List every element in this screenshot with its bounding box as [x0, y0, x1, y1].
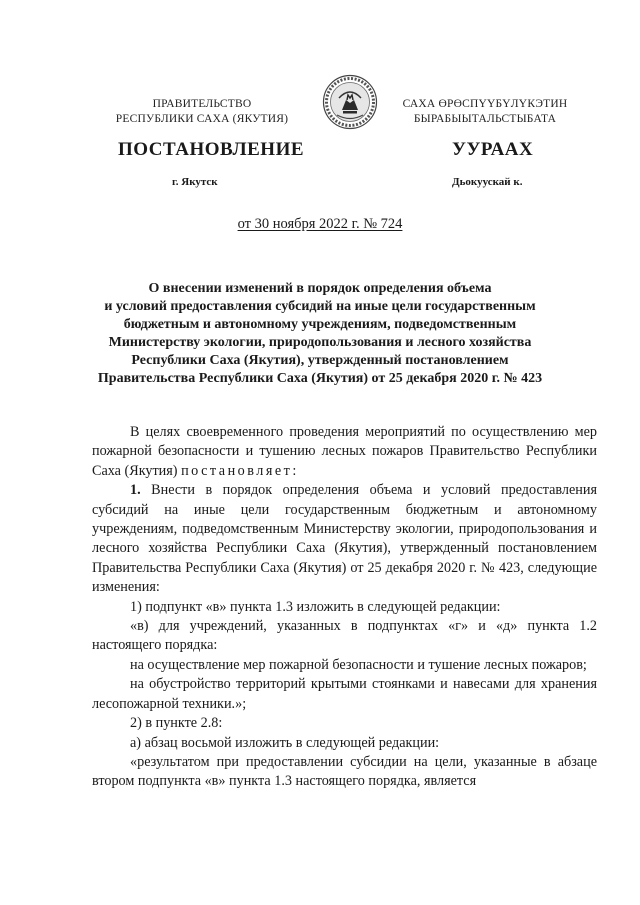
issuer-ru [112, 97, 292, 127]
quote-fire-paragraph: на осуществление мер пожарной безопасности и тушение лесных пожаров; [130, 656, 587, 673]
title-line: и условий предоставления субсидий на иные цели государственным [104, 299, 536, 314]
resolves-word: постановляет: [181, 462, 299, 479]
sakha-coat-of-arms-icon [322, 72, 378, 132]
quote-parking-paragraph: на обустройство территорий крытыми стоянками и навесами для хранения лесопожарной техники.»; [92, 676, 597, 712]
city-sah: Дьокуускай к. [452, 176, 523, 188]
intro-paragraph [92, 423, 597, 481]
title-line: Правительства Республики Саха (Якутия) от 25 декабря 2020 г. № 423 [97, 371, 543, 386]
document-body [92, 423, 597, 792]
sub-2a-paragraph: а) абзац восьмой изложить в следующей редакции: [130, 734, 440, 751]
title-line: О внесении изменений в порядок определения объема [148, 281, 492, 296]
issuer-ru-line2: РЕСПУБЛИКИ САХА (ЯКУТИЯ) [115, 113, 289, 125]
item-1-paragraph [92, 481, 597, 597]
title-line: Министерству экологии, природопользования и лесного хозяйства [108, 335, 532, 350]
quote-v-paragraph: «в) для учреждений, указанных в подпунктах «г» и «д» пункта 1.2 настоящего порядка: [92, 618, 597, 654]
sub-1-paragraph: 1) подпункт «в» пункта 1.3 изложить в следующей редакции: [130, 598, 501, 615]
issuer-ru-line1: ПРАВИТЕЛЬСТВО [152, 98, 252, 110]
issuer-sah [385, 97, 585, 127]
doc-kind-ru: ПОСТАНОВЛЕНИЕ [118, 139, 305, 160]
document-title [95, 280, 545, 388]
intro-text: В целях своевременного проведения мероприятий по осуществлению мер пожарной безопасности и тушению лесных пожаров Правительство Республики Саха (Якутия) [92, 424, 597, 479]
item-1-number: 1. [130, 482, 141, 499]
title-line: бюджетным и автономному учреждениям, подведомственным [123, 317, 517, 332]
city-ru: г. Якутск [172, 176, 218, 188]
doc-kind-sah: УУРААХ [452, 139, 534, 160]
sub-2-paragraph: 2) в пункте 2.8: [130, 715, 223, 732]
date-number-text: от 30 ноября 2022 г. № 724 [237, 216, 403, 232]
item-1-text: Внести в порядок определения объема и условий предоставления субсидий на иные цели государственным бюджетным и автономному учреждениям, подведомственным Министерству экологии, природопользования и лесного хозяйства Республики Саха (Якутия), утвержденный постановлением Правительства Республики Саха (Якутия) от 25 декабря 2020 г. № 423, следующие изменения: [92, 482, 598, 596]
issuer-sah-line2: БЫРАБЫЫТАЛЬСТЫБАТА [413, 113, 557, 125]
quote-result-paragraph: «результатом при предоставлении субсидии на цели, указанные в абзаце втором подпункта «в» пункта 1.3 настоящего порядка, является [92, 753, 597, 790]
title-line: Республики Саха (Якутия), утвержденный постановлением [131, 353, 509, 368]
document-date-number [0, 216, 640, 233]
issuer-sah-line1: САХА ӨРӨСПҮҮБҮЛҮКЭТИН [402, 98, 568, 110]
